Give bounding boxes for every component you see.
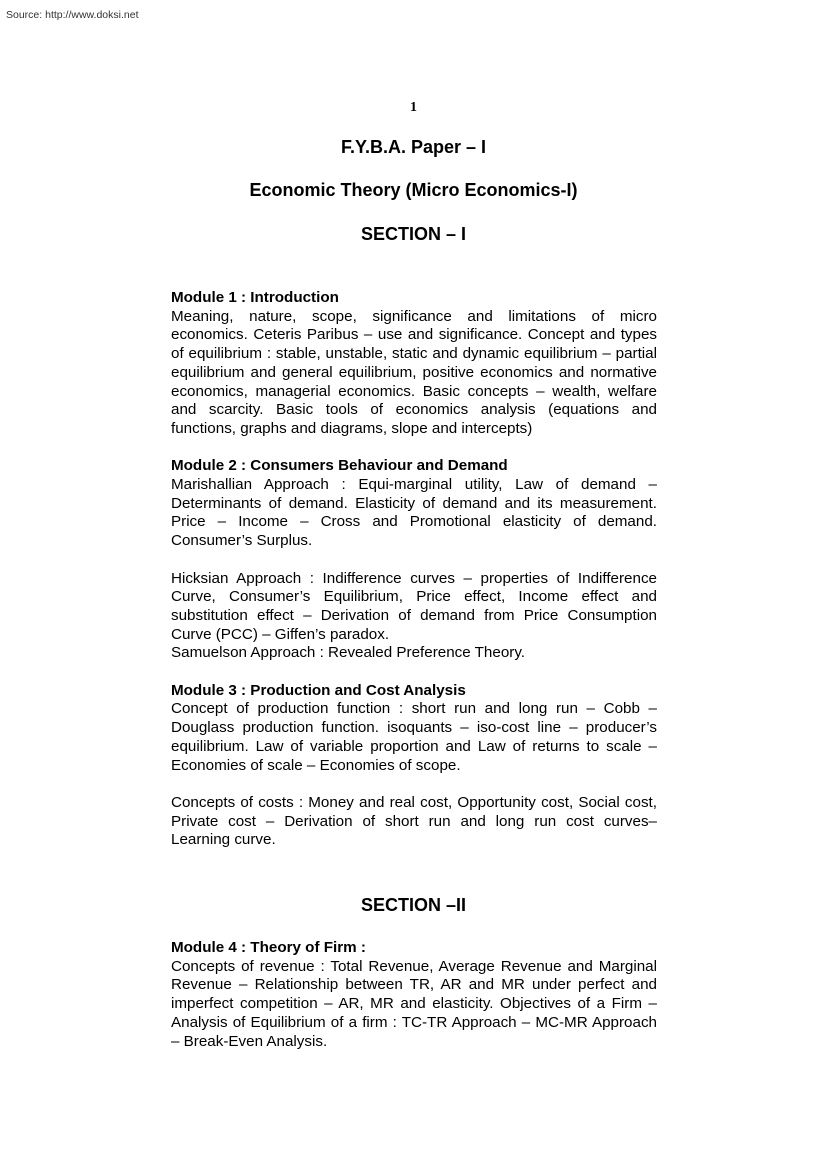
module-1-paragraph: Meaning, nature, scope, significance and limitations of micro economics. Ceteris Paribus – use and significance. Concept and types of equilibrium : stable, unstable, static and dynamic equilibrium – partial equilibrium and general equilibrium, positive economics and normative economics, managerial economics. Basic concepts – wealth, welfare and scarcity. Basic tools of economics analysis (equations and functions, graphs and diagrams, slope and intercepts) — [171, 307, 657, 437]
document-subtitle: Economic Theory (Micro Economics-I) — [249, 180, 578, 200]
module-3-paragraph-2: Concepts of costs : Money and real cost, Opportunity cost, Social cost, Private cost – Derivation of short run and long run cost curves– Learning curve. — [171, 793, 657, 849]
module-4-paragraph: Concepts of revenue : Total Revenue, Average Revenue and Marginal Revenue – Relationship between TR, AR and MR under perfect and imperfect competition – AR, MR and elasticity. Objectives of a Firm – Analysis of Equilibrium of a firm : TC-TR Approach – MC-MR Approach – Break-Even Analysis. — [171, 957, 657, 1050]
module-3-title: Module 3 : Production and Cost Analysis — [171, 681, 466, 699]
section-heading-2: SECTION –II — [360, 895, 467, 915]
module-4 — [171, 939, 657, 1051]
section-1-content — [171, 289, 657, 850]
module-1-title: Module 1 : Introduction — [171, 289, 339, 306]
section-2-content — [171, 939, 657, 1051]
module-1 — [171, 289, 657, 439]
source-url: Source: http://www.doksi.net — [6, 9, 139, 21]
page-number: 1 — [410, 100, 417, 115]
module-2-title: Module 2 : Consumers Behaviour and Demand — [171, 457, 508, 475]
section-heading-1: SECTION – I — [360, 224, 467, 244]
module-2-paragraph-3: Samuelson Approach : Revealed Preference Theory. — [171, 644, 526, 662]
document-title: F.Y.B.A. Paper – I — [340, 137, 487, 157]
module-2-paragraph-2: Hicksian Approach : Indifference curves – properties of Indifference Curve, Consumer’s Equilibrium, Price effect, Income effect and substitution effect – Derivation of demand from Price Consumption Curve (PCC) – Giffen’s paradox. — [171, 569, 657, 643]
module-2-paragraph-1: Marishallian Approach : Equi-marginal utility, Law of demand – Determinants of demand. Elasticity of demand and its measurement. Price – Income – Cross and Promotional elasticity of demand. Consumer’s Surplus. — [171, 476, 657, 550]
module-2 — [171, 457, 657, 663]
module-3 — [171, 682, 657, 850]
module-4-title: Module 4 : Theory of Firm : — [171, 939, 366, 956]
module-3-paragraph-1: Concept of production function : short run and long run – Cobb – Douglass production function. isoquants – iso-cost line – producer’s equilibrium. Law of variable proportion and Law of returns to scale – Economies of scale – Economies of scope. — [171, 700, 657, 774]
